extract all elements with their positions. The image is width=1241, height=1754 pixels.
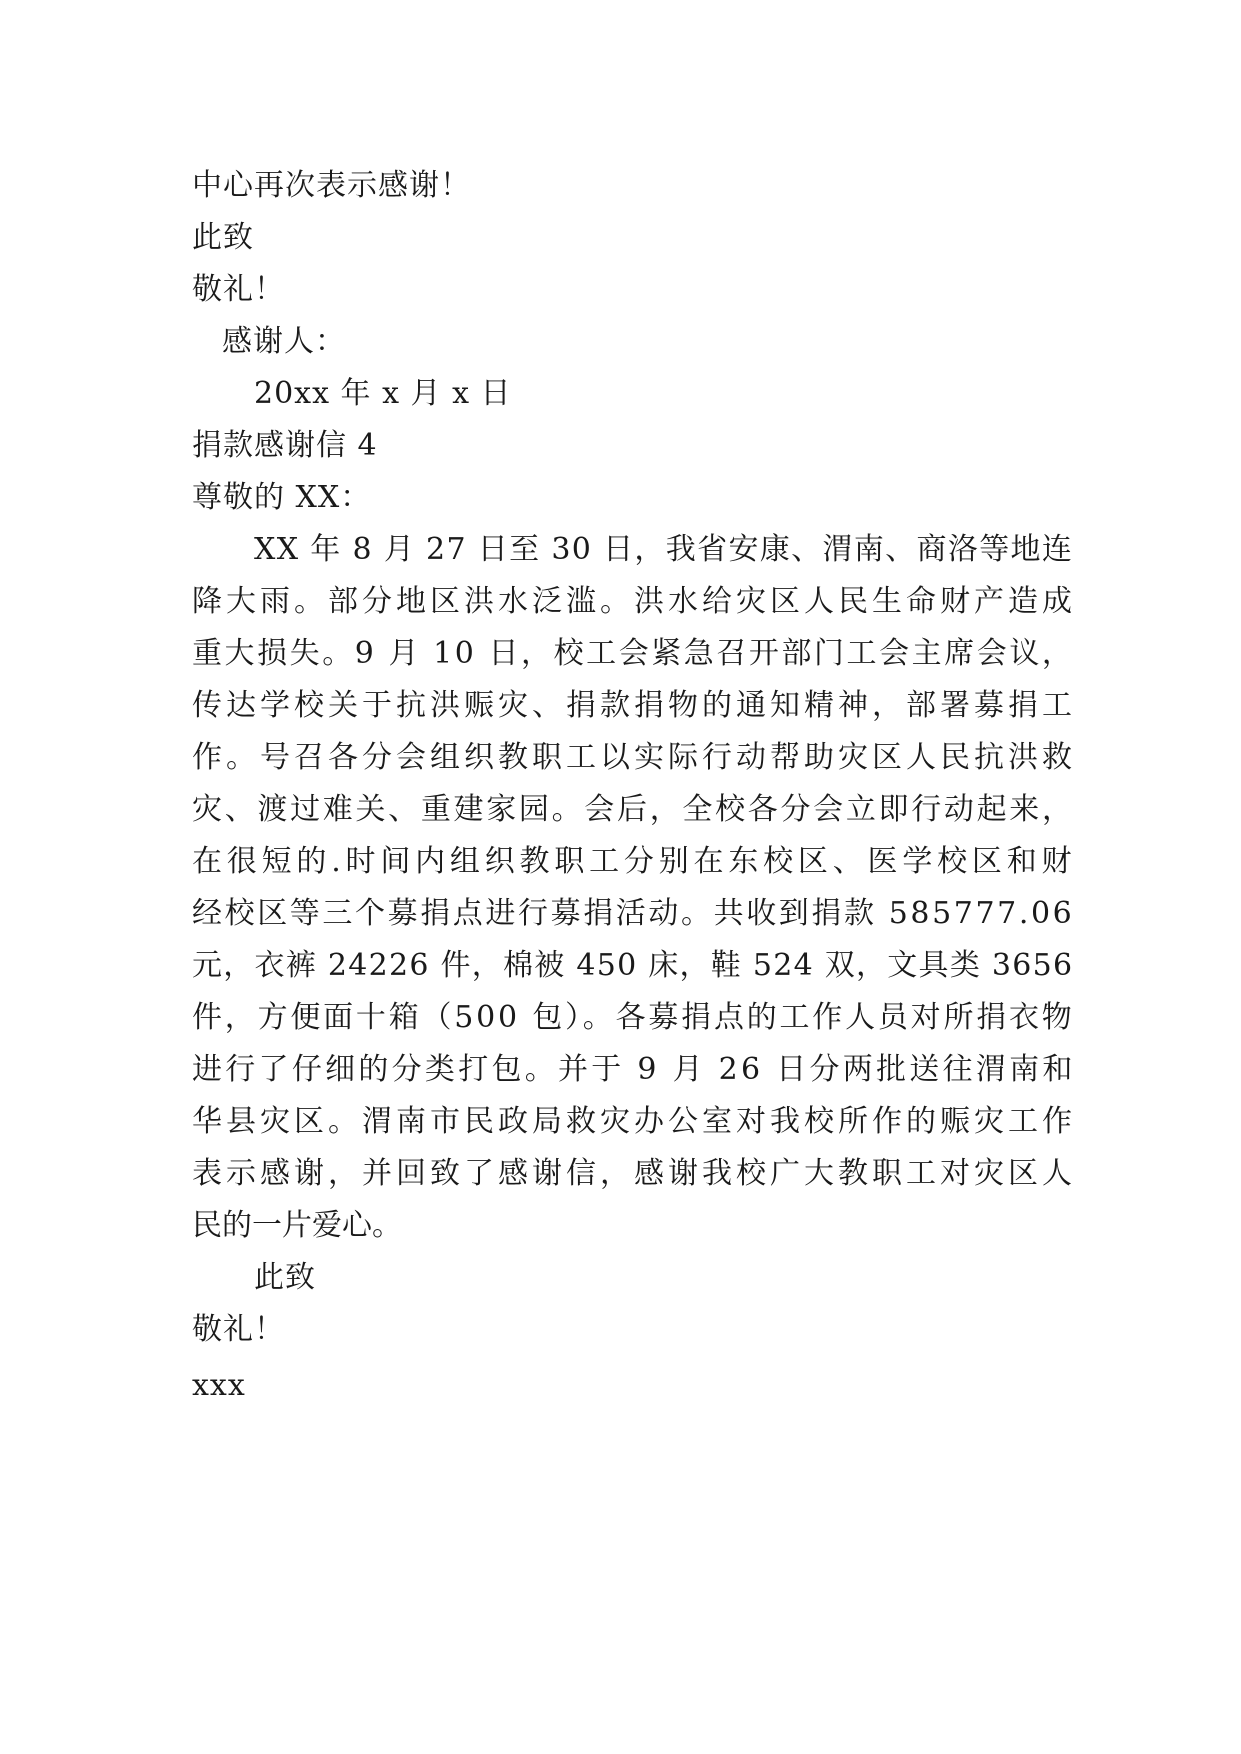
body-text: 进行了仔细的分类打包。并于 9 月 26 日分两批送往渭南和 bbox=[192, 1052, 1076, 1087]
body-line bbox=[192, 1102, 1076, 1142]
date-line: 20xx 年 x 月 x 日 bbox=[254, 376, 512, 411]
body-line bbox=[192, 998, 1075, 1038]
body-line bbox=[192, 1050, 1076, 1090]
body-text: 元，衣裤 24226 件，棉被 450 床，鞋 524 双，文具类 3656 bbox=[192, 948, 1074, 983]
body-text: 华县灾区。渭南市民政局救灾办公室对我校所作的赈灾工作 bbox=[192, 1104, 1076, 1139]
body-text: 件，方便面十箱（500 包）。各募捐点的工作人员对所捐衣物 bbox=[192, 1000, 1075, 1035]
body-line bbox=[192, 1206, 1072, 1246]
body-text: 灾、渡过难关、重建家园。会后，全校各分会立即行动起来， bbox=[192, 792, 1075, 827]
body-line bbox=[192, 686, 1076, 726]
body-line bbox=[192, 1154, 1076, 1194]
body-line bbox=[192, 582, 1076, 622]
salutation: 尊敬的 XX： bbox=[192, 480, 372, 515]
closing-line: 此致 bbox=[254, 1260, 316, 1295]
signature: xxx bbox=[192, 1368, 246, 1403]
body-line bbox=[192, 894, 1075, 934]
body-line bbox=[254, 530, 1072, 570]
body-text: 降大雨。部分地区洪水泛滥。洪水给灾区人民生命财产造成 bbox=[192, 584, 1076, 619]
body-text: 表示感谢，并回致了感谢信，感谢我校广大教职工对灾区人 bbox=[192, 1156, 1076, 1191]
body-text: 作。号召各分会组织教职工以实际行动帮助灾区人民抗洪救 bbox=[192, 740, 1076, 775]
text-line: 中心再次表示感谢！ bbox=[192, 168, 471, 203]
closing-line: 敬礼！ bbox=[192, 272, 285, 307]
body-line bbox=[192, 738, 1076, 778]
body-line bbox=[192, 842, 1077, 882]
body-text: 民的一片爱心。 bbox=[192, 1208, 402, 1243]
closing-line: 敬礼！ bbox=[192, 1312, 285, 1347]
body-text: 在很短的.时间内组织教职工分别在东校区、医学校区和财 bbox=[192, 844, 1077, 879]
body-text: 重大损失。9 月 10 日，校工会紧急召开部门工会主席会议， bbox=[192, 636, 1075, 671]
body-text: 传达学校关于抗洪赈灾、捐款捐物的通知精神，部署募捐工 bbox=[192, 688, 1076, 723]
letter-heading: 捐款感谢信 4 bbox=[192, 428, 378, 463]
body-line bbox=[192, 946, 1072, 986]
body-text: 经校区等三个募捐点进行募捐活动。共收到捐款 585777.06 bbox=[192, 896, 1075, 931]
body-line bbox=[192, 790, 1075, 830]
body-line bbox=[192, 634, 1075, 674]
signer-label: 感谢人： bbox=[222, 324, 346, 359]
closing-line: 此致 bbox=[192, 220, 254, 255]
body-text: XX 年 8 月 27 日至 30 日，我省安康、渭南、商洛等地连 bbox=[254, 532, 1074, 567]
